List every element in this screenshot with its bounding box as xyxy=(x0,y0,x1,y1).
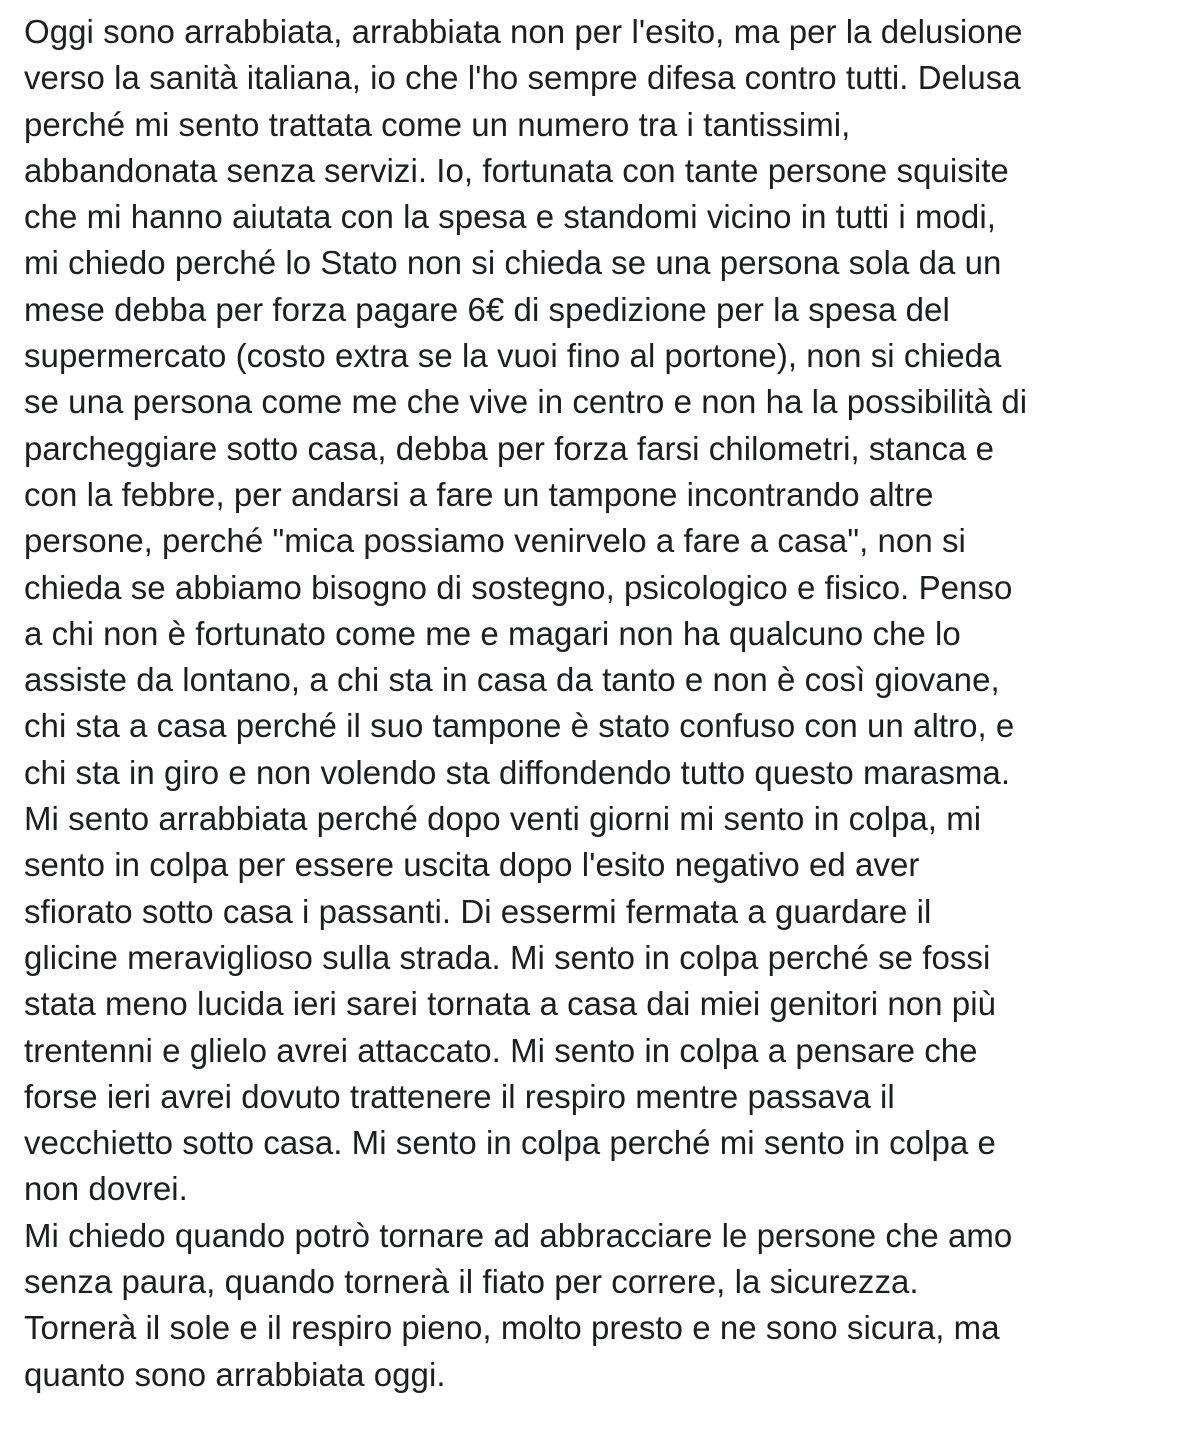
text-line: Oggi sono arrabbiata, arrabbiata non per l'esito, ma per la delusione xyxy=(24,13,1023,50)
post-body-text xyxy=(24,9,1200,1398)
text-line: verso la sanità italiana, io che l'ho sempre difesa contro tutti. Delusa xyxy=(24,59,1021,97)
text-line: che mi hanno aiutata con la spesa e standomi vicino in tutti i modi, xyxy=(24,198,996,236)
text-line: perché mi sento trattata come un numero tra i tantissimi, xyxy=(24,105,851,143)
text-line: glicine meraviglioso sulla strada. Mi sento in colpa perché se fossi xyxy=(24,938,991,976)
text-line: chi sta in giro e non volendo sta diffondendo tutto questo marasma. xyxy=(24,753,1011,791)
text-line: mese debba per forza pagare 6€ di spedizione per la spesa del xyxy=(24,290,950,328)
text-line: chieda se abbiamo bisogno di sostegno, psicologico e fisico. Penso xyxy=(24,568,1013,606)
text-line: parcheggiare sotto casa, debba per forza farsi chilometri, stanca e xyxy=(24,429,995,467)
text-line: trentenni e glielo avrei attaccato. Mi sento in colpa a pensare che xyxy=(24,1031,978,1069)
text-line: Mi chiedo quando potrò tornare ad abbracciare le persone che amo xyxy=(24,1216,1013,1254)
text-line: vecchietto sotto casa. Mi sento in colpa perché mi sento in colpa e xyxy=(24,1124,996,1162)
text-line: a chi non è fortunato come me e magari non ha qualcuno che lo xyxy=(24,614,961,652)
text-line: senza paura, quando tornerà il fiato per correre, la sicurezza. xyxy=(24,1263,919,1301)
text-line: mi chiedo perché lo Stato non si chieda se una persona sola da un xyxy=(24,244,1002,282)
text-line: persone, perché "mica possiamo venirvelo a fare a casa", non si xyxy=(24,522,966,560)
text-line: Tornerà il sole e il respiro pieno, molto presto e ne sono sicura, ma xyxy=(24,1309,1000,1347)
text-line: stata meno lucida ieri sarei tornata a casa dai miei genitori non più xyxy=(24,985,996,1023)
text-line: non dovrei. xyxy=(24,1170,188,1208)
text-line: se una persona come me che vive in centro e non ha la possibilità di xyxy=(24,383,1028,421)
text-line: assiste da lontano, a chi sta in casa da tanto e non è così giovane, xyxy=(24,661,1000,699)
text-line: supermercato (costo extra se la vuoi fino al portone), non si chieda xyxy=(24,337,1002,375)
text-line: chi sta a casa perché il suo tampone è stato confuso con un altro, e xyxy=(24,707,1015,745)
text-line: forse ieri avrei dovuto trattenere il respiro mentre passava il xyxy=(24,1077,895,1115)
text-line: abbandonata senza servizi. Io, fortunata con tante persone squisite xyxy=(24,151,1009,189)
text-line: sento in colpa per essere uscita dopo l'esito negativo ed aver xyxy=(24,846,920,884)
text-line: quanto sono arrabbiata oggi. xyxy=(24,1355,446,1393)
text-line: Mi sento arrabbiata perché dopo venti giorni mi sento in colpa, mi xyxy=(24,800,982,838)
text-line: sfiorato sotto casa i passanti. Di essermi fermata a guardare il xyxy=(24,892,932,930)
text-line: con la febbre, per andarsi a fare un tampone incontrando altre xyxy=(24,475,934,513)
